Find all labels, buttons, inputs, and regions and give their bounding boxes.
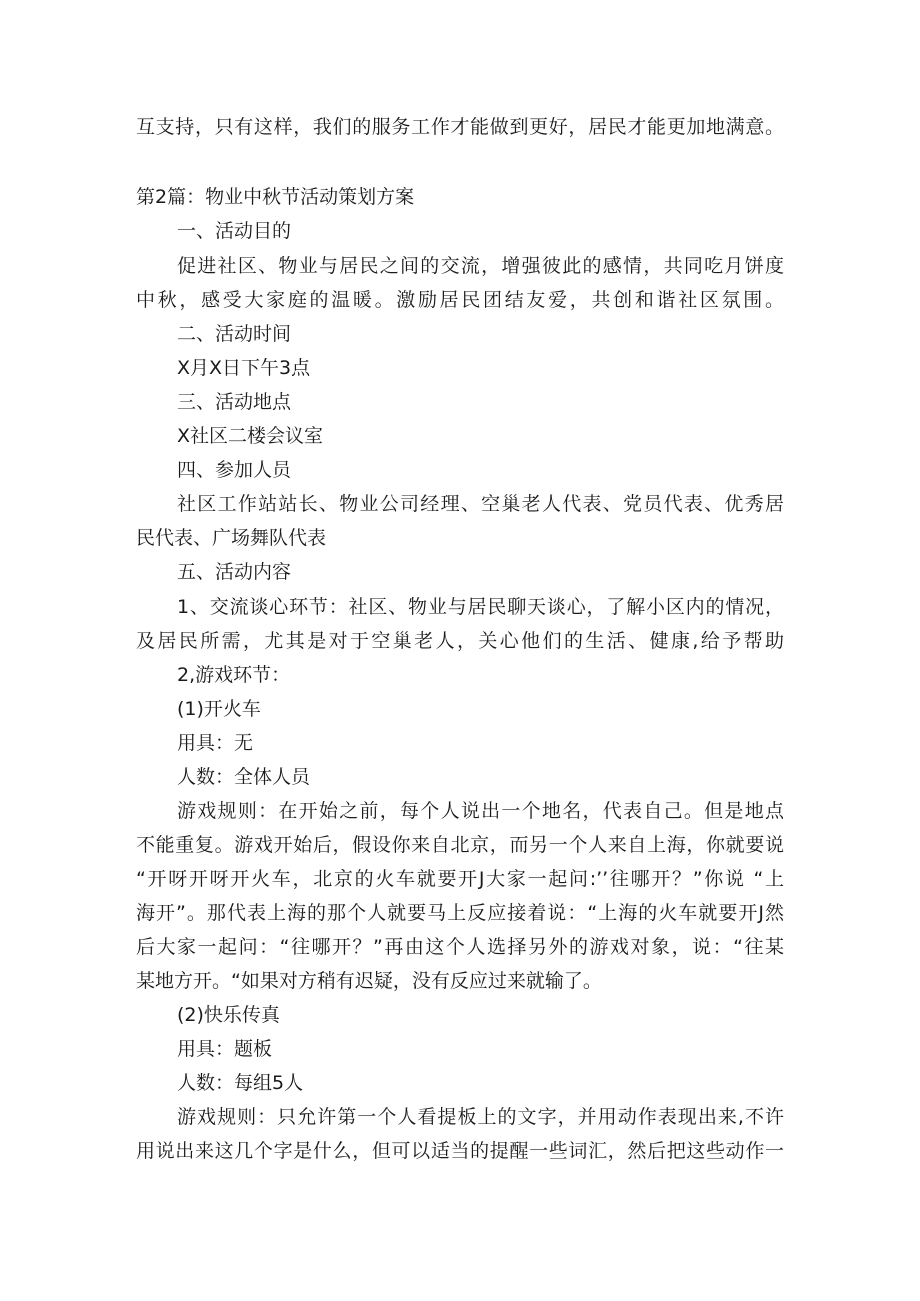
section-heading-people: 四、参加人员 [177, 459, 292, 481]
game2-rule-line: 游戏规则：只允许第一个人看提板上的文字，并用动作表现出来,不许 [177, 1106, 784, 1128]
game2-title: (2)快乐传真 [177, 1004, 280, 1026]
game1-tools: 用具：无 [177, 732, 254, 754]
purpose-paragraph-line: 中秋，感受大家庭的温暖。激励居民团结友爱，共创和谐社区氛围。 [136, 289, 784, 311]
section-heading-content: 五、活动内容 [177, 561, 292, 583]
document-title: 第2篇：物业中秋节活动策划方案 [136, 186, 415, 208]
game1-rule-line: 海开”。那代表上海的那个人就要马上反应接着说：“上海的火车就要开J然 [136, 902, 784, 924]
time-value: X月X日下午3点 [177, 357, 311, 379]
item1-paragraph-line: 1、交流谈心环节：社区、物业与居民聊天谈心，了解小区内的情况， [177, 596, 784, 618]
game1-rule-line: 后大家一起问：“往哪开？”再由这个人选择另外的游戏对象，说：“往某 [136, 936, 784, 958]
section-heading-time: 二、活动时间 [177, 323, 292, 345]
purpose-paragraph-line: 促进社区、物业与居民之间的交流，增强彼此的感情，共同吃月饼度 [177, 255, 784, 277]
game1-rule-line: 某地方开。“如果对方稍有迟疑，没有反应过来就输了。 [136, 970, 602, 992]
place-value: X社区二楼会议室 [177, 425, 324, 447]
game1-rule-line: 不能重复。游戏开始后，假设你来自北京，而另一个人来自上海，你就要说 [136, 834, 784, 856]
item1-paragraph-line: 及居民所需，尤其是对于空巢老人，关心他们的生活、健康,给予帮助 [136, 630, 784, 652]
game2-rule-line: 用说出来这几个字是什么，但可以适当的提醒一些词汇，然后把这些动作一 [136, 1140, 784, 1162]
game1-rule-line: “开呀开呀开火车，北京的火车就要开J大家一起问:’’往哪开？”你说 “上 [136, 868, 784, 890]
game1-rule-line: 游戏规则：在开始之前，每个人说出一个地名，代表自己。但是地点 [177, 800, 784, 822]
game2-tools: 用具：题板 [177, 1038, 273, 1060]
item2-heading: 2,游戏环节： [177, 664, 291, 686]
game2-people: 人数：每组5人 [177, 1072, 304, 1094]
people-paragraph-line: 民代表、广场舞队代表 [136, 527, 327, 549]
section-heading-place: 三、活动地点 [177, 391, 292, 413]
game1-title: (1)开火车 [177, 698, 261, 720]
section-heading-purpose: 一、活动目的 [177, 220, 292, 242]
carryover-line: 互支持，只有这样，我们的服务工作才能做到更好，居民才能更加地满意。 [136, 116, 784, 138]
game1-people: 人数：全体人员 [177, 766, 311, 788]
people-paragraph-line: 社区工作站站长、物业公司经理、空巢老人代表、党员代表、优秀居 [177, 493, 784, 515]
